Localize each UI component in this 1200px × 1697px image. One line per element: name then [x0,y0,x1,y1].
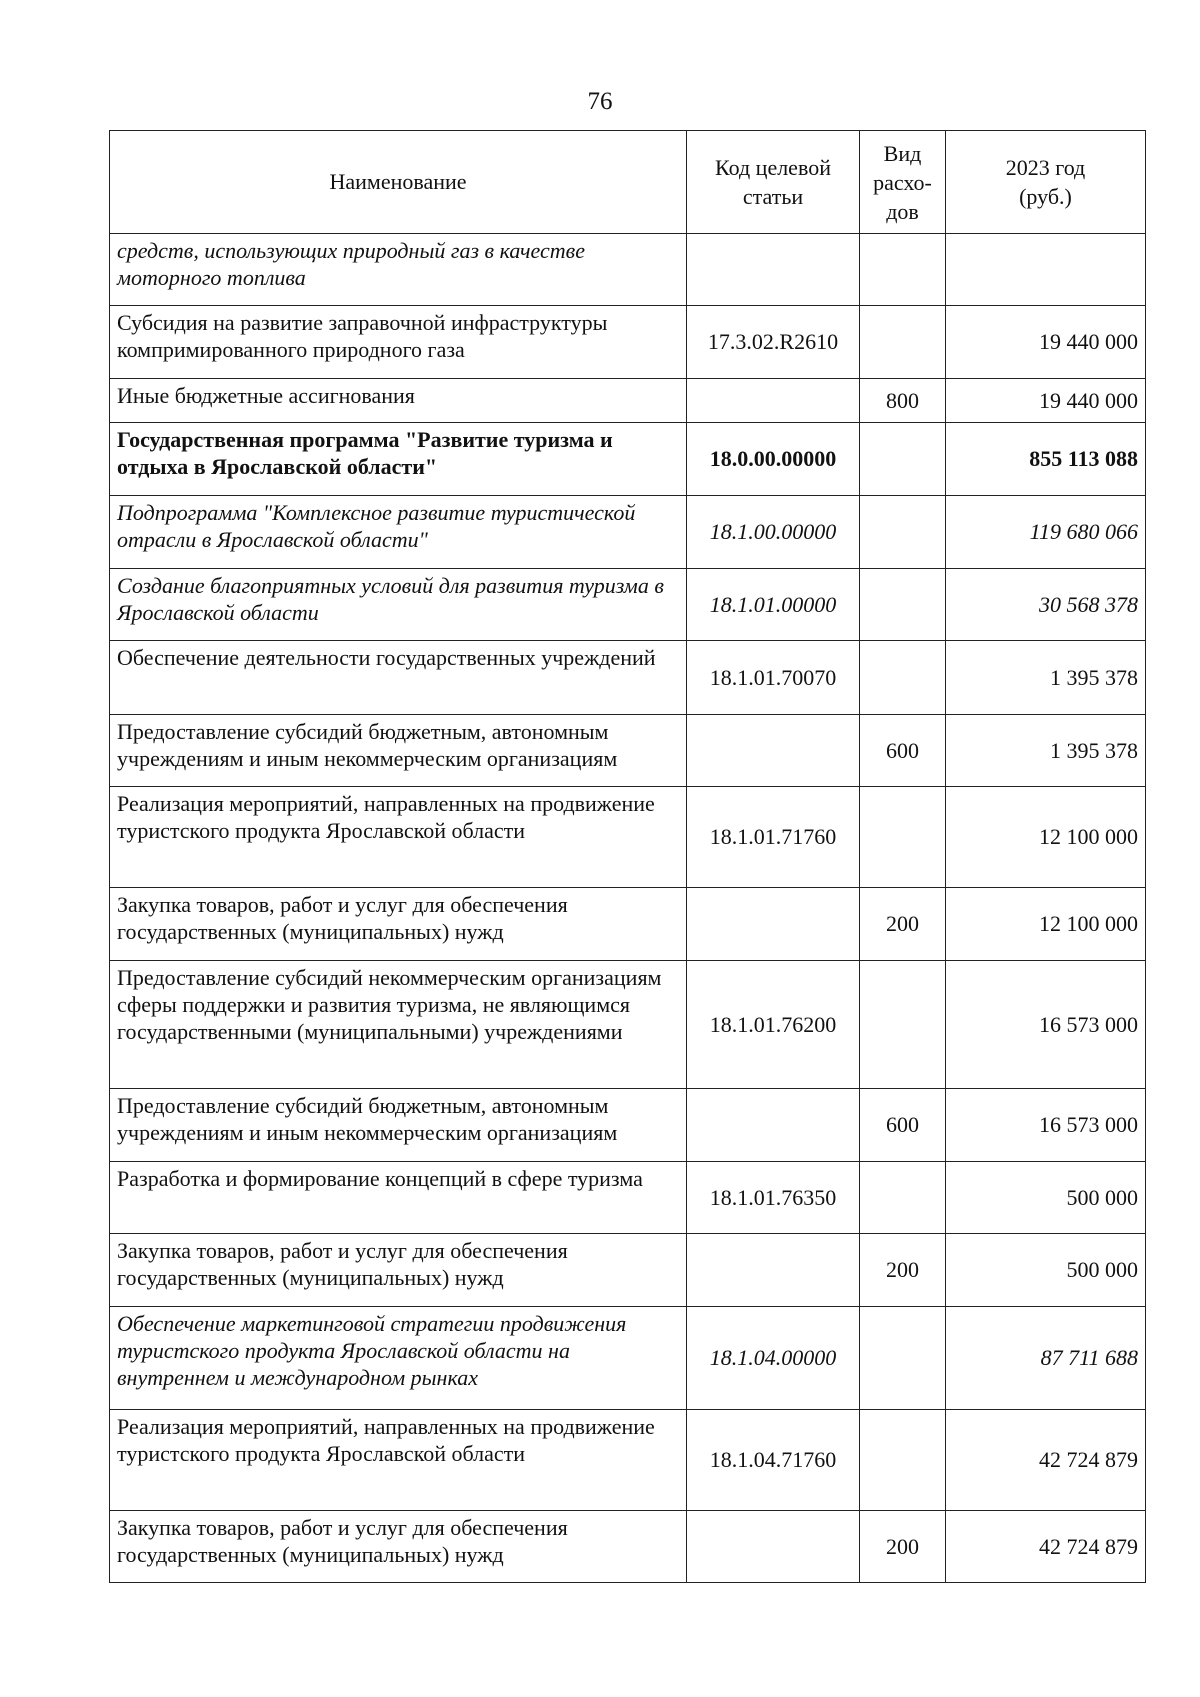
row-amount-cell: 16 573 000 [946,1089,1146,1162]
row-code-cell: 18.1.01.76350 [687,1162,860,1234]
table-row [110,1162,1146,1234]
row-expense-type-cell [860,641,946,715]
row-code-cell [687,379,860,423]
row-amount-cell: 855 113 088 [946,423,1146,496]
table-row [110,1089,1146,1162]
row-amount-cell: 1 395 378 [946,715,1146,787]
page-number: 76 [587,88,613,115]
row-name-cell: Субсидия на развитие заправочной инфраструктуры компримированного природного газа [110,306,687,379]
table-row [110,1410,1146,1511]
table-row [110,496,1146,569]
row-amount-cell: 12 100 000 [946,888,1146,961]
row-amount-cell: 500 000 [946,1234,1146,1307]
row-expense-type-cell [860,423,946,496]
row-name-cell: Иные бюджетные ассигнования [110,379,687,423]
table-header-row [110,131,1146,234]
table-row [110,961,1146,1089]
row-amount-cell: 500 000 [946,1162,1146,1234]
budget-table [109,130,1146,1583]
row-code-cell [687,888,860,961]
row-code-cell [687,1089,860,1162]
row-code-cell: 18.1.01.70070 [687,641,860,715]
row-amount-cell: 30 568 378 [946,569,1146,641]
row-name-cell: Подпрограмма "Комплексное развитие туристической отрасли в Ярославской области" [110,496,687,569]
row-name-cell: Реализация мероприятий, направленных на продвижение туристского продукта Ярославской области [110,787,687,888]
row-code-cell [687,715,860,787]
row-name-cell: средств, использующих природный газ в качестве моторного топлива [110,234,687,306]
row-name-cell: Закупка товаров, работ и услуг для обеспечения государственных (муниципальных) нужд [110,888,687,961]
table-row [110,234,1146,306]
row-name-cell: Обеспечение деятельности государственных учреждений [110,641,687,715]
row-expense-type-cell: 800 [860,379,946,423]
row-name-cell: Предоставление субсидий некоммерческим организациям сферы поддержки и развития туризма, не являющимся государственными (муниципальными) учреждениями [110,961,687,1089]
row-name-cell: Обеспечение маркетинговой стратегии продвижения туристского продукта Ярославской области на внутреннем и международном рынках [110,1307,687,1410]
row-code-cell: 18.1.01.71760 [687,787,860,888]
row-expense-type-cell [860,1410,946,1511]
row-expense-type-cell [860,306,946,379]
row-code-cell: 18.1.01.76200 [687,961,860,1089]
row-expense-type-cell: 600 [860,715,946,787]
column-header-name: Наименование [110,131,687,234]
row-amount-cell: 87 711 688 [946,1307,1146,1410]
row-amount-cell: 16 573 000 [946,961,1146,1089]
row-name-cell: Предоставление субсидий бюджетным, автономным учреждениям и иным некоммерческим организациям [110,1089,687,1162]
row-expense-type-cell [860,569,946,641]
row-code-cell: 17.3.02.R2610 [687,306,860,379]
row-expense-type-cell: 200 [860,888,946,961]
row-amount-cell: 19 440 000 [946,306,1146,379]
row-amount-cell: 119 680 066 [946,496,1146,569]
row-code-cell [687,1511,860,1583]
row-expense-type-cell [860,1307,946,1410]
row-amount-cell: 42 724 879 [946,1511,1146,1583]
table-row [110,1307,1146,1410]
row-expense-type-cell [860,1162,946,1234]
table-row [110,1511,1146,1583]
row-amount-cell: 19 440 000 [946,379,1146,423]
row-code-cell [687,1234,860,1307]
row-name-cell: Создание благоприятных условий для развития туризма в Ярославской области [110,569,687,641]
row-name-cell: Закупка товаров, работ и услуг для обеспечения государственных (муниципальных) нужд [110,1511,687,1583]
row-name-cell: Реализация мероприятий, направленных на продвижение туристского продукта Ярославской области [110,1410,687,1511]
row-code-cell [687,234,860,306]
row-expense-type-cell [860,961,946,1089]
row-expense-type-cell: 200 [860,1234,946,1307]
row-expense-type-cell [860,234,946,306]
row-amount-cell: 12 100 000 [946,787,1146,888]
row-name-cell: Предоставление субсидий бюджетным, автономным учреждениям и иным некоммерческим организациям [110,715,687,787]
row-code-cell: 18.1.00.00000 [687,496,860,569]
row-expense-type-cell [860,496,946,569]
row-name-cell: Государственная программа "Развитие туризма и отдыха в Ярославской области" [110,423,687,496]
table-row [110,379,1146,423]
row-expense-type-cell [860,787,946,888]
table-row [110,888,1146,961]
row-amount-cell [946,234,1146,306]
table-row [110,569,1146,641]
column-header-expense-type: Вид расхо-дов [860,131,946,234]
table-row [110,1234,1146,1307]
row-name-cell: Закупка товаров, работ и услуг для обеспечения государственных (муниципальных) нужд [110,1234,687,1307]
column-header-amount-2023: 2023 год (руб.) [946,131,1146,234]
row-expense-type-cell: 600 [860,1089,946,1162]
table-body [110,234,1146,1583]
table-row [110,641,1146,715]
table-row [110,306,1146,379]
row-expense-type-cell: 200 [860,1511,946,1583]
row-code-cell: 18.1.01.00000 [687,569,860,641]
row-amount-cell: 1 395 378 [946,641,1146,715]
row-code-cell: 18.0.00.00000 [687,423,860,496]
table-row [110,715,1146,787]
row-name-cell: Разработка и формирование концепций в сфере туризма [110,1162,687,1234]
column-header-code: Код целевой статьи [687,131,860,234]
row-amount-cell: 42 724 879 [946,1410,1146,1511]
row-code-cell: 18.1.04.00000 [687,1307,860,1410]
table-row [110,423,1146,496]
row-code-cell: 18.1.04.71760 [687,1410,860,1511]
table-row [110,787,1146,888]
